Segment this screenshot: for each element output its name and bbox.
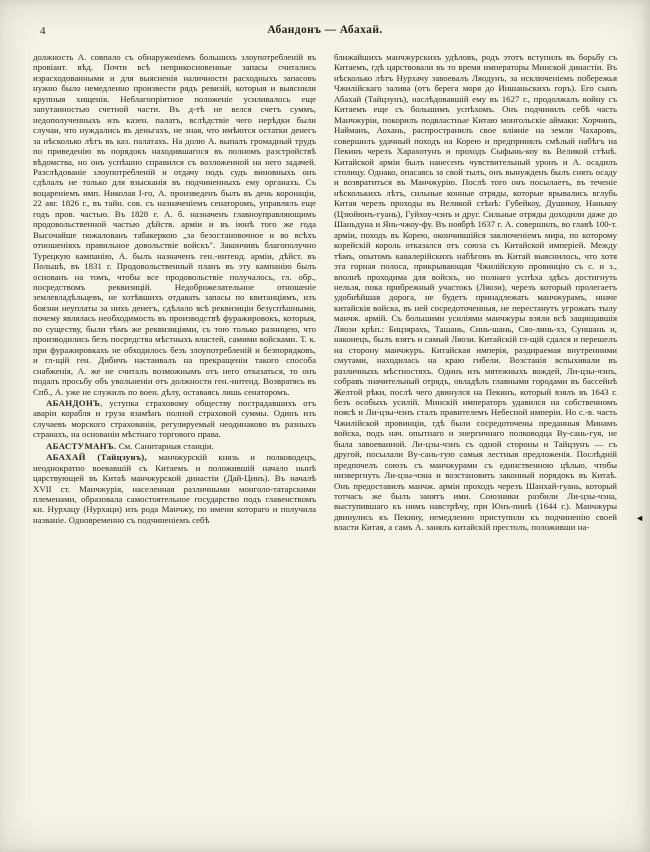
margin-mark-icon: ◄ (635, 513, 644, 523)
entry-headword: АБАСТУМАНЪ. (46, 440, 117, 451)
continuation-paragraph: должность А. совпало съ обнаруженіемъ большихъ злоупотребленій въ провіант. вѣд. Почти всѣ неприкосновенные запасы считались израсходованными и для выясненія наличности расходныхъ запасовъ нужно было немедленно произвести рядъ ревизій, которыя и выяснили крупныя хищенія. Неблагопріятное положеніе усиливалось еще запутанностью счетной части. Въ д-тѣ не велся счетъ суммъ, недополученныхъ изъ казен. палатъ, вслѣдствіе чего нерѣдки были случаи, что нуждались въ деньгахъ, не зная, что имѣются остатки денегъ за нѣсколько лѣтъ въ каз. палатахъ. На долю А. выпалъ громадный трудъ по приведенію въ порядокъ находившагося въ полномъ разстройствѣ вѣдомства, но онъ успѣшно справился съ возложенной на него задачей. Разслѣдованіе злоупотребленій и отдачу подъ судъ виновныхъ онъ сдѣлалъ не только для взысканія въ подчиненныхъ ему органахъ. Съ воцареніемъ имп. Николая I-го, А. произведенъ былъ въ день коронаціи, 22 авг. 1826 г., въ тайн. сов. съ назначеніемъ сенаторомъ, управлялъ еще годъ пров. частью. Въ 1828 г. А. б. назначенъ главноуправляющимъ продовольственной частью дѣйств. арміи и въ іюнѣ того же года Высочайше пожалованъ табакеркою „за безостановочное и во всѣхъ отношеніяхъ правильное довольствіе войскъ". Закончивъ благополучно Турецкую кампанію, А. былъ назначенъ ген.-интенд. арміи, дѣйст. въ Польшѣ, въ 1831 г. Продовольственный планъ въ эту кампанію былъ основанъ на томъ, чтобы все продовольствіе получалось, гл. обр., посредствомъ реквизицій. Недоброжелательное отношеніе землевладѣльцевъ, не хотѣвшихъ отдавать запасы по квитанціямъ, изъ боязни неуплаты за нихъ денегъ, сдѣлало всѣ реквизиціи безуспѣшными, почему являлась необходимость въ производствѣ фуражировокъ, которыя, по существу, были тѣмъ же реквизиціями, съ тою только разницею, что производились безъ посредства мѣстныхъ властей, самими войсками. Т. к. при фуражировкахъ не обходилось безъ злоупотребленій и безпорядковъ, и гл-щій ген. Дибичъ настаивалъ на прекращеніи такого способа снабженія, А. же не считалъ возможнымъ отъ него отказаться, то онъ подалъ просьбу объ увольненіи отъ должности ген.-интенд. Возвратясь въ Спб., А. уже не служилъ по воен. дѣлу, оставаясь лишь сенаторомъ. (33, 52, 316, 397)
right-column (334, 52, 617, 828)
entry-paragraph: АБАНДОНЪ, уступка страховому обществу пострадавшихъ отъ аваріи корабля и груза взамѣнъ полной страховой суммы. Одинъ изъ случаевъ морского страхованія, регулируемый неодинаково въ разныхъ странахъ, на основаніи мѣстнаго торгового права. (33, 397, 316, 440)
running-head: Абандонъ — Абахай. (267, 24, 383, 36)
page-number: 4 (40, 25, 46, 37)
text-columns (33, 52, 617, 828)
continuation-paragraph: ближайшихъ манчжурскихъ удѣловъ, родъ этотъ вступилъ въ борьбу съ Китаемъ, гдѣ царствовали въ то время императоры Минской династіи. Въ нѣсколько лѣтъ Нурхачу завоевалъ Ляодунъ, за исключеніемъ побережья Чжилійскаго залива (отъ берега моря до Иншаньскихъ горъ). Его сынъ Абахай (Тайцзунъ), наслѣдовавшій ему въ 1627 г., продолжалъ войну съ Китаемъ еще съ большимъ успѣхомъ. Онъ подчинилъ себѣ часть Манчжуріи, покорилъ подвластные Китаю монгольскіе аймаки: Хорчинъ, Найманъ, Аохань, распространилъ свое вліяніе на земли Чахаровъ, совершилъ удачный походъ на Корею и предпринялъ смѣлый набѣгъ на Пекинъ черезъ Харахотунъ и проходъ Сыфынь-коу въ Великой стѣнѣ. Китайской арміи былъ нанесенъ чувствительный уронъ и А. осадилъ столицу. Однако, опасаясь за свой тылъ, онъ вынужденъ былъ снять осаду и возвратиться въ Манчжурію. Послѣ того онъ посылаетъ, въ теченіе нѣсколькихъ лѣтъ, сильные конные отряды, которые врывались вглубь Китая черезъ проходы въ Великой стѣнѣ: Губейкоу, Душикоу, Нанькоу (Цзюйюнъ-гуань), Гуйхоу-чэнъ и друг. Сильные отряды доходили даже до Шаньдуна и Янь-чжоу-фу. Въ ноябрѣ 1637 г. А. совершилъ, во главѣ 100-т. арміи, походъ въ Корею, окончившійся заключеніемъ мира, по которому корейскій король отказался отъ союза съ Китайской имперіей. Между тѣмъ, опытомъ кавалерійскихъ набѣговъ въ Китай выяснилось, что хотя эта горная полоса, прикрывающая Чжилійскую провинцію съ с. и з., вполнѣ проходима для войскъ, но полнаго успѣха здѣсь достигнуть нельзя, пока прибрежный участокъ (Ляози), черезъ который пролегаетъ удобнѣйшая дорога, не будетъ принадлежать манчжурамъ, иначе китайскія войска, въ ней сосредоточенныя, не перестанутъ угрожать тылу манчж. армій. Съ большими усиліями манчжуры взяли всѣ защищавшія Ляози крѣп.: Бицзярахъ, Ташань, Синь-шань, Сяо-линь-хэ, Суншань и, наконецъ, былъ взятъ и самый Ляози. Китайскій гл-щій сдался и перешелъ на сторону манчжуръ. Китайская имперія, раздираемая внутренними смутами, находилась на краю гибели. Возстанія вспыхивали въ различныхъ мѣстностяхъ. Одинъ изъ мятежныхъ вождей, Ли-цзы-чэнъ, собравъ значительный отрядъ, овладѣлъ главными городами въ бассейнѣ Желтой рѣки, послѣ чего двинулся на Пекинъ, который взялъ въ 1643 г. безъ особыхъ усилій. Минскій императоръ удавился на собственномъ поясѣ и Ли-цзы-чэнъ сталъ правителемъ Небесной имперіи. Но с.-в. часть Чжилійской провинціи, гдѣ были сосредоточены преданныя Минамъ войска, подъ нач. опытнаго и энергичнаго полководца Ву-сань-гуя, не была завоеванной. Ли-цзы-чэнъ съ одной стороны и Тайцзунъ — съ другой, посылали Ву-сань-гую самыя лестныя предложенія. Послѣдній предпочелъ союзъ съ манчжурами съ единственною цѣлью, чтобы низвергнуть Ли-цзы-чэна и возстановить законный порядокъ въ Китаѣ. Онъ предоставилъ манчж. арміи проходъ черезъ Шанхай-гуань, который тотчасъ же былъ занятъ ими. Союзники разбили Ли-цзы-чэна, выступившаго къ нимъ навстрѣчу, при Юнъ-пинѣ (1644 г.). Манчжуры двинулись къ Пекину, немедленно приступили къ подчиненію своей власти Китая, а самъ А. занялъ китайскій престолъ, положивши на- (334, 52, 617, 533)
entry-headword: АБАНДОНЪ (46, 397, 101, 408)
entry-paragraph: АБАХАЙ (Тайцзунъ), манчжурскій князь и полководецъ, неоднократно воевавшій съ Китаемъ и положившій начало нынѣ царствующей въ Китаѣ манчжурской династіи (Дай-Цинъ). Въ началѣ XVII ст. Манчжурія, населенная различными монголо-татарскими племенами, образовала самостоятельное государство подъ главенствомъ кн. Нурхацу (Нурхаци) изъ рода Манчжу, по имени котораго и получила названіе. Одновременно съ подчиненіемъ себѣ (33, 452, 316, 525)
entry-paragraph: АБАСТУМАНЪ. См. Санитарныя станціи. (46, 440, 214, 451)
entry-headword: АБАХАЙ (Тайцзунъ), (46, 452, 147, 463)
page-header (36, 24, 614, 40)
left-column (33, 52, 316, 828)
